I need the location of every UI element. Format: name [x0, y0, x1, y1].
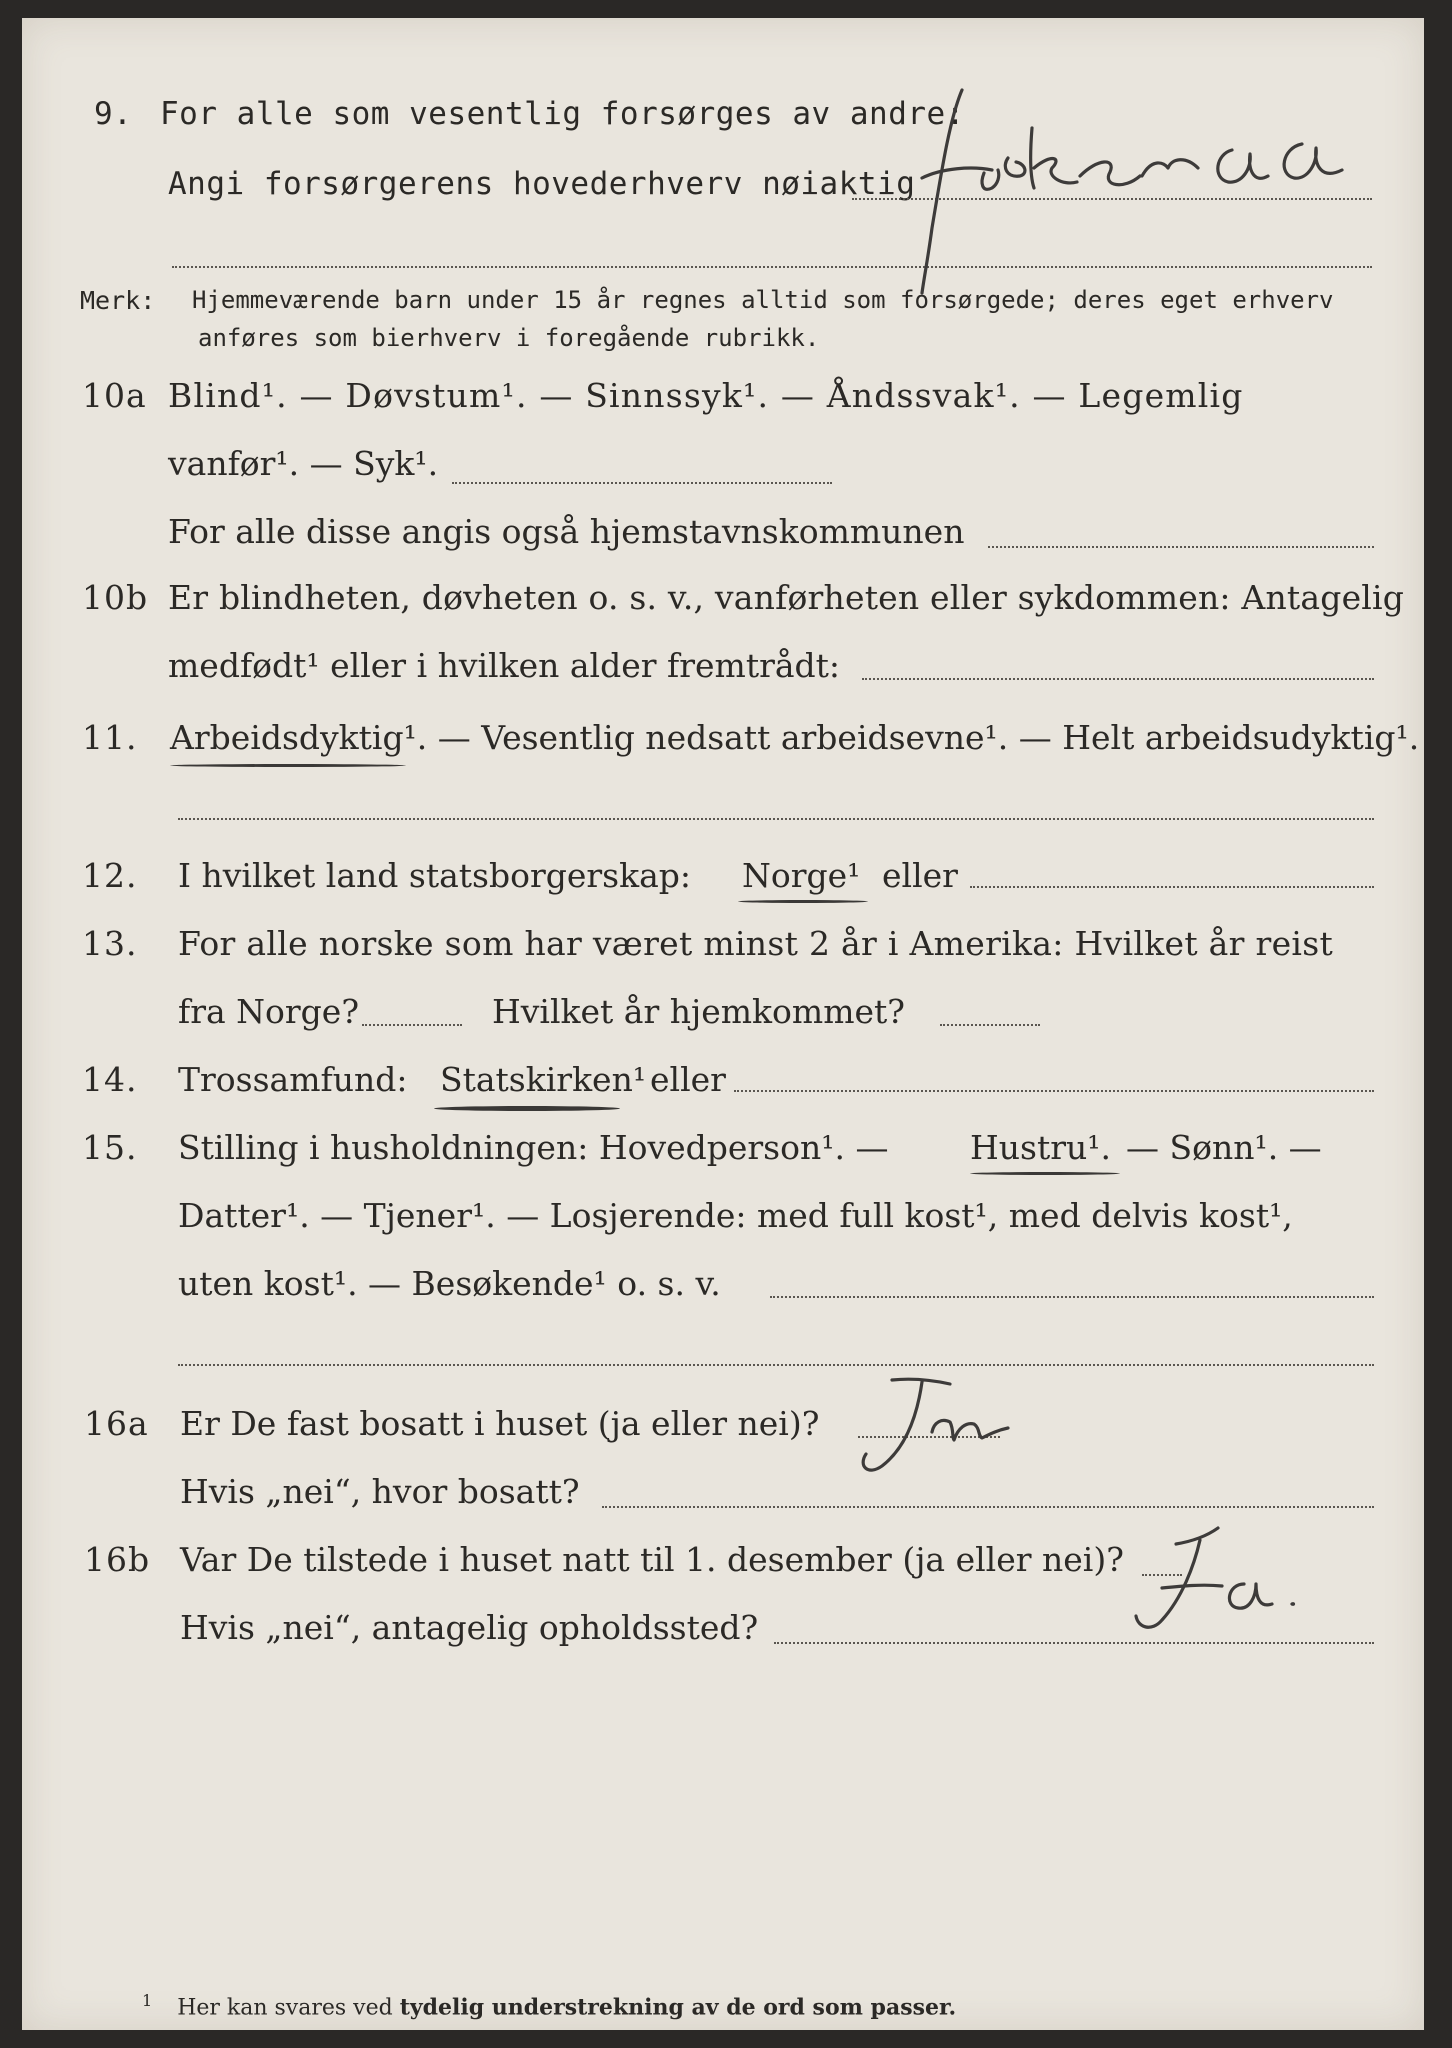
q16b-number: 16b — [84, 1540, 151, 1579]
q16b-answer-text: Ja. — [1122, 1504, 1124, 1505]
q13-reist-line[interactable] — [362, 1024, 462, 1026]
q13-line2b: Hvilket år hjemkommet? — [492, 992, 905, 1031]
q16a-answer-text: Ja — [822, 1370, 823, 1371]
footnote-plain: Her kan svares ved — [177, 1995, 393, 2021]
q15-answer-line[interactable] — [770, 1296, 1374, 1298]
q10a-hjemstavn-line[interactable] — [988, 546, 1374, 548]
merk-label: Merk: — [80, 286, 156, 315]
q16a-line2: Hvis „nei“, hvor bosatt? — [180, 1472, 580, 1511]
q16a-number: 16a — [84, 1404, 149, 1443]
q14-number: 14. — [82, 1060, 138, 1099]
q15-line1a: Stilling i husholdningen: Hovedperson¹. — — [178, 1128, 889, 1167]
footnote-bold: tydelig understrekning av de ord som passer. — [399, 1994, 957, 2021]
q9-answer-text: fisker a — [902, 58, 906, 59]
q15-line3: uten kost¹. — Besøkende¹ o. s. v. — [178, 1264, 721, 1303]
q13-number: 13. — [82, 924, 138, 963]
merk-line2: anføres som bierhverv i foregående rubrikk. — [198, 324, 820, 352]
q14-underline — [434, 1106, 620, 1111]
q10a-line1: Blind¹. — Døvstum¹. — Sinnssyk¹. — Åndssvak¹. — Legemlig — [168, 376, 1244, 415]
q15-number: 15. — [82, 1128, 138, 1167]
q16b-line2: Hvis „nei“, antagelig opholdssted? — [180, 1608, 759, 1647]
q11-number: 11. — [82, 718, 138, 757]
q10a-line2: vanfør¹. — Syk¹. — [168, 444, 439, 483]
merk-line1: Hjemmeværende barn under 15 år regnes alltid som forsørgede; deres eget erhverv — [192, 286, 1334, 314]
q10a-number: 10a — [82, 376, 147, 415]
q11-rest: ¹. — Vesentlig nedsatt arbeidsevne¹. — Helt arbeidsudyktig¹. — [403, 718, 1420, 757]
q13-hjemkommet-line[interactable] — [940, 1024, 1040, 1026]
q14-answer-line[interactable] — [734, 1090, 1374, 1092]
q10b-line2: medfødt¹ eller i hvilken alder fremtrådt: — [168, 646, 841, 685]
q11-answer-line[interactable] — [178, 818, 1374, 820]
q13-line2a: fra Norge? — [178, 992, 360, 1031]
q10b-answer-line[interactable] — [862, 678, 1374, 680]
q13-line1: For alle norske som har været minst 2 år i Amerika: Hvilket år reist — [178, 924, 1334, 963]
census-form-page — [22, 18, 1424, 2030]
q11-option-arbeidsdyktig[interactable]: Arbeidsdyktig — [170, 718, 404, 757]
footnote-marker: 1 — [142, 1991, 153, 2010]
q10a-line3: For alle disse angis også hjemstavnskommunen — [168, 512, 965, 551]
q14-before: Trossamfund: — [178, 1060, 408, 1099]
q10b-line1: Er blindheten, døvheten o. s. v., vanførheten eller sykdommen: Antagelig — [168, 578, 1405, 617]
q10b-number: 10b — [82, 578, 149, 617]
q12-option-norge[interactable]: Norge¹ — [742, 856, 861, 895]
q9-line2: Angi forsørgerens hovederhverv nøiaktig — [168, 166, 916, 202]
q16a-line1: Er De fast bosatt i huset (ja eller nei)? — [180, 1404, 820, 1443]
q9-line1: For alle som vesentlig forsørges av andre: — [160, 96, 965, 132]
q14-after: eller — [650, 1060, 726, 1099]
q12-number: 12. — [82, 856, 138, 895]
q15-line1b: — Sønn¹. — — [1126, 1128, 1322, 1167]
q15-option-hustru[interactable]: Hustru¹. — [970, 1128, 1111, 1167]
q12-after: eller — [882, 856, 958, 895]
q15-underline — [970, 1172, 1120, 1175]
footnote — [142, 1991, 956, 2020]
q12-underline — [738, 900, 868, 903]
q16b-line1: Var De tilstede i huset natt til 1. desember (ja eller nei)? — [180, 1540, 1124, 1579]
q11-underline — [170, 764, 406, 767]
q9-number: 9. — [94, 96, 133, 132]
q11-text — [170, 718, 1419, 757]
q15-answer-line-2[interactable] — [178, 1364, 1374, 1366]
q15-line2: Datter¹. — Tjener¹. — Losjerende: med full kost¹, med delvis kost¹, — [178, 1196, 1293, 1235]
q14-option-statskirken[interactable]: Statskirken¹ — [440, 1060, 647, 1099]
q16b-handwritten-answer — [1122, 1504, 1322, 1644]
q12-answer-line[interactable] — [970, 886, 1374, 888]
q10a-answer-line[interactable] — [452, 482, 832, 484]
q12-before: I hvilket land statsborgerskap: — [178, 856, 692, 895]
q9-handwritten-answer — [902, 58, 1372, 298]
q16a-handwritten-answer — [822, 1370, 1012, 1490]
